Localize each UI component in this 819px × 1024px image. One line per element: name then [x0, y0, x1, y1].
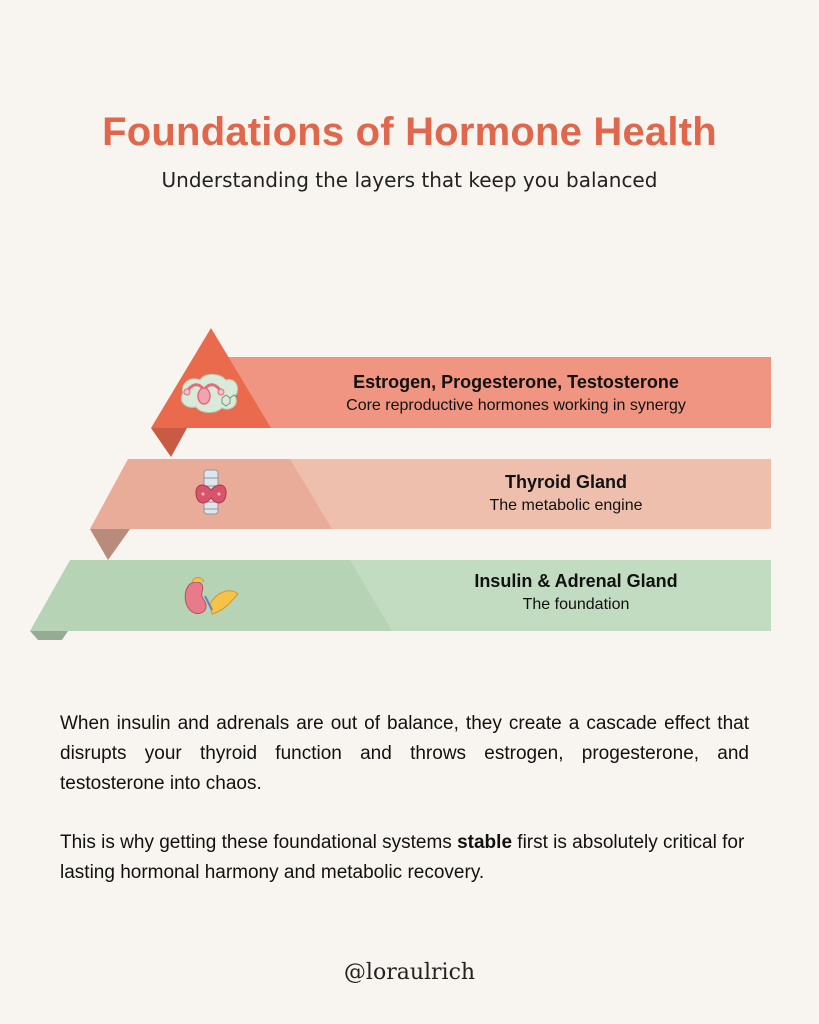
- base-shadow: [30, 631, 68, 640]
- paragraph-text-before: This is why getting these foundational systems: [60, 832, 458, 853]
- apex-shadow: [151, 428, 187, 457]
- layer-text-reproductive: [300, 370, 732, 418]
- pyramid-base-section: [30, 560, 392, 631]
- author-handle: @loraulrich: [343, 960, 476, 985]
- page-title: Foundations of Hormone Health: [102, 110, 717, 154]
- mid-shadow: [90, 529, 130, 560]
- page-subtitle: Understanding the layers that keep you balanced: [161, 168, 658, 192]
- layer-title-thyroid: Thyroid Gland: [504, 472, 627, 492]
- emphasis-stable: stable: [457, 832, 513, 853]
- layer-description-reproductive: Core reproductive hormones working in synergy: [346, 397, 686, 414]
- reproductive-organs-icon: [181, 374, 238, 412]
- layer-title-reproductive: Estrogen, Progesterone, Testosterone: [353, 372, 679, 392]
- layer-title-adrenal: Insulin & Adrenal Gland: [474, 571, 678, 591]
- layer-text-thyroid: [400, 470, 732, 518]
- layer-description-adrenal: The foundation: [522, 596, 630, 613]
- layer-text-adrenal: [420, 569, 732, 617]
- body-paragraph-cascade: When insulin and adrenals are out of balance, they create a cascade effect that disrupts your thyroid function and throws estrogen, progesterone, and testosterone into chaos.: [60, 713, 749, 794]
- layer-description-thyroid: The metabolic engine: [489, 497, 643, 514]
- paragraph-text-after: first is absolutely critical for lasting hormonal harmony and metabolic recovery.: [60, 832, 745, 883]
- body-paragraph-stability: [60, 828, 749, 888]
